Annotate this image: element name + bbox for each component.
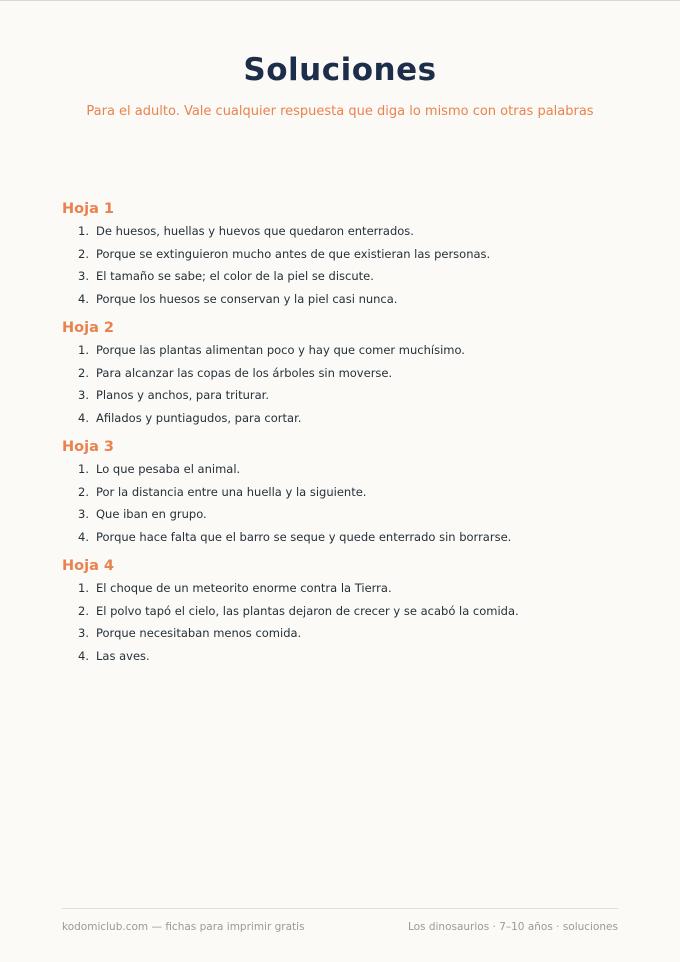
footer-divider [62, 908, 618, 909]
answer-text: El polvo tapó el cielo, las plantas dejaron de crecer y se acabó la comida. [96, 603, 519, 618]
page-title: Soluciones [243, 52, 437, 88]
answer-text: Por la distancia entre una huella y la siguiente. [96, 484, 367, 499]
page-subtitle: Para el adulto. Vale cualquier respuesta que diga lo mismo con otras palabras [86, 104, 594, 119]
section-title: Hoja 2 [62, 320, 114, 336]
answer-text: De huesos, huellas y huevos que quedaron enterrados. [96, 224, 414, 238]
answer-text: Porque necesitaban menos comida. [96, 626, 302, 640]
section-hoja-3 [62, 437, 642, 548]
answer-number: 1. [78, 462, 89, 476]
section-hoja-1 [62, 199, 642, 310]
answer-item [78, 265, 642, 288]
answer-text: Porque se extinguieron mucho antes de que existieran las personas. [96, 246, 491, 261]
answer-item [78, 600, 642, 623]
answer-number: 1. [78, 581, 89, 595]
answer-text: Planos y anchos, para triturar. [96, 388, 270, 402]
answer-text: Que iban en grupo. [96, 507, 207, 521]
answer-item [78, 481, 642, 504]
footer-site-link[interactable]: kodomiclub.com — fichas para imprimir gratis [62, 921, 305, 933]
answer-number: 2. [78, 603, 89, 618]
answer-list [62, 577, 642, 667]
answer-item [78, 622, 642, 645]
section-hoja-2 [62, 318, 642, 429]
answer-text: Porque las plantas alimentan poco y hay que comer muchísimo. [96, 343, 465, 357]
section-hoja-4 [62, 556, 642, 667]
answer-number: 4. [78, 648, 89, 663]
answer-number: 3. [78, 507, 89, 521]
answer-item [78, 220, 642, 243]
answer-text: El choque de un meteorito enorme contra la Tierra. [96, 581, 392, 595]
answer-text: El tamaño se sabe; el color de la piel se discute. [96, 269, 374, 283]
answer-number: 2. [78, 484, 89, 499]
answer-text: Lo que pesaba el animal. [96, 462, 241, 476]
answer-list [62, 339, 642, 429]
solutions-list [62, 199, 642, 675]
answer-number: 2. [78, 246, 89, 261]
page-top-border [0, 0, 680, 1]
footer-caption: Los dinosaurios · 7–10 años · soluciones [407, 921, 618, 933]
answer-number: 2. [78, 365, 89, 380]
answer-number: 1. [78, 343, 89, 357]
answer-number: 3. [78, 388, 89, 402]
answer-item [78, 339, 642, 362]
answer-text: Porque hace falta que el barro se seque y quede enterrado sin borrarse. [96, 529, 512, 544]
section-title: Hoja 4 [62, 558, 114, 574]
answer-list [62, 220, 642, 310]
answer-text: Las aves. [96, 648, 150, 663]
section-title: Hoja 3 [62, 439, 114, 455]
answer-item [78, 362, 642, 385]
answer-number: 3. [78, 626, 89, 640]
answer-text: Para alcanzar las copas de los árboles sin moverse. [96, 365, 393, 380]
answer-item [78, 407, 642, 430]
answer-item [78, 243, 642, 266]
answer-text: Afilados y puntiagudos, para cortar. [96, 410, 302, 425]
answer-item [78, 526, 642, 549]
answer-item [78, 645, 642, 668]
answer-number: 1. [78, 224, 89, 238]
answer-list [62, 458, 642, 548]
answer-item [78, 458, 642, 481]
answer-item [78, 577, 642, 600]
answer-item [78, 384, 642, 407]
answer-item [78, 503, 642, 526]
answer-number: 4. [78, 410, 89, 425]
answer-number: 4. [78, 529, 89, 544]
answer-number: 3. [78, 269, 89, 283]
answer-text: Porque los huesos se conservan y la piel casi nunca. [96, 291, 398, 306]
answer-number: 4. [78, 291, 89, 306]
section-title: Hoja 1 [62, 201, 114, 217]
answer-item [78, 288, 642, 311]
